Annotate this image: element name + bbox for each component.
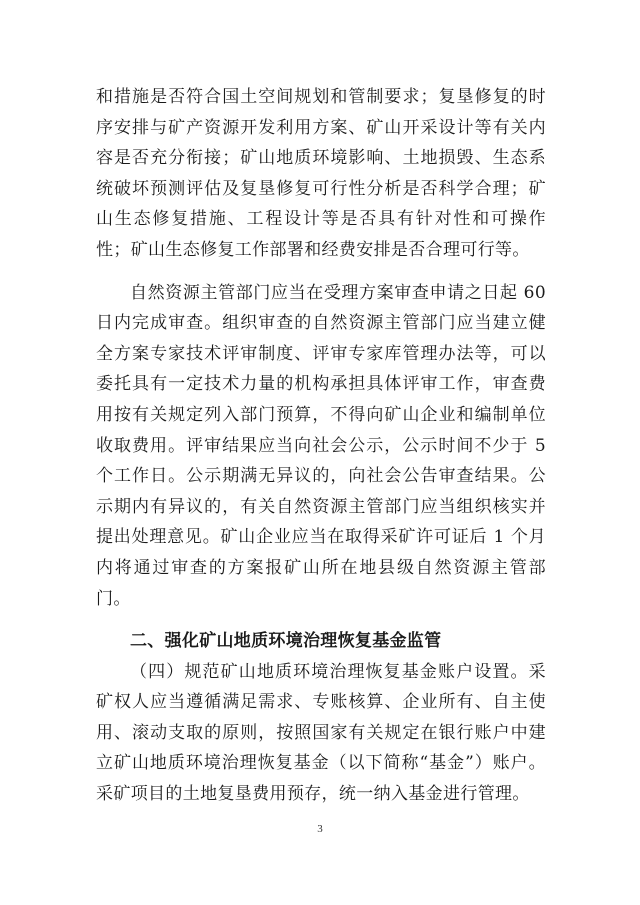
section-heading: 二、强化矿山地质环境治理恢复基金监管 <box>130 631 442 652</box>
paragraph-gap <box>96 266 546 278</box>
paragraph-review-process: 自然资源主管部门应当在受理方案审查申请之日起 60 日内完成审查。组织审查的自然资源主管部门应当建立健全方案专家技术评审制度、评审专家库管理办法等，可以委托具有一定技术力量的机构承担具体评审工作，审查费用按有关规定列入部门预算，不得向矿山企业和编制单位收取费用。评审结果应当向社会公示，公示时间不少于 5 个工作日。公示期满无异议的，向社会公告审查结果。公示期内有异议的，有关自然资源主管部门应当组织核实并提出处理意见。矿山企业应当在取得采矿许可证后 1 个月内将通过审查的方案报矿山所在地县级自然资源主管部门。 <box>96 282 546 609</box>
paragraph-gap <box>96 614 546 626</box>
page-number: 3 <box>317 823 323 835</box>
paragraph-continuation: 和措施是否符合国土空间规划和管制要求；复垦修复的时序安排与矿产资源开发利用方案、矿山开采设计等有关内容是否充分衔接；矿山地质环境影响、土地损毁、生态系统破坏预测评估及复垦修复可行性分析是否科学合理；矿山生态修复措施、工程设计等是否具有针对性和可操作性；矿山生态修复工作部署和经费安排是否合理可行等。 <box>96 87 546 260</box>
document-page <box>96 82 546 810</box>
paragraph-fund-account: （四）规范矿山地质环境治理恢复基金账户设置。采矿权人应当遵循满足需求、专账核算、企业所有、自主使用、滚动支取的原则，按照国家有关规定在银行账户中建立矿山地质环境治理恢复基金（以下简称“基金”）账户。采矿项目的土地复垦费用预存，统一纳入基金进行管理。 <box>96 661 546 805</box>
